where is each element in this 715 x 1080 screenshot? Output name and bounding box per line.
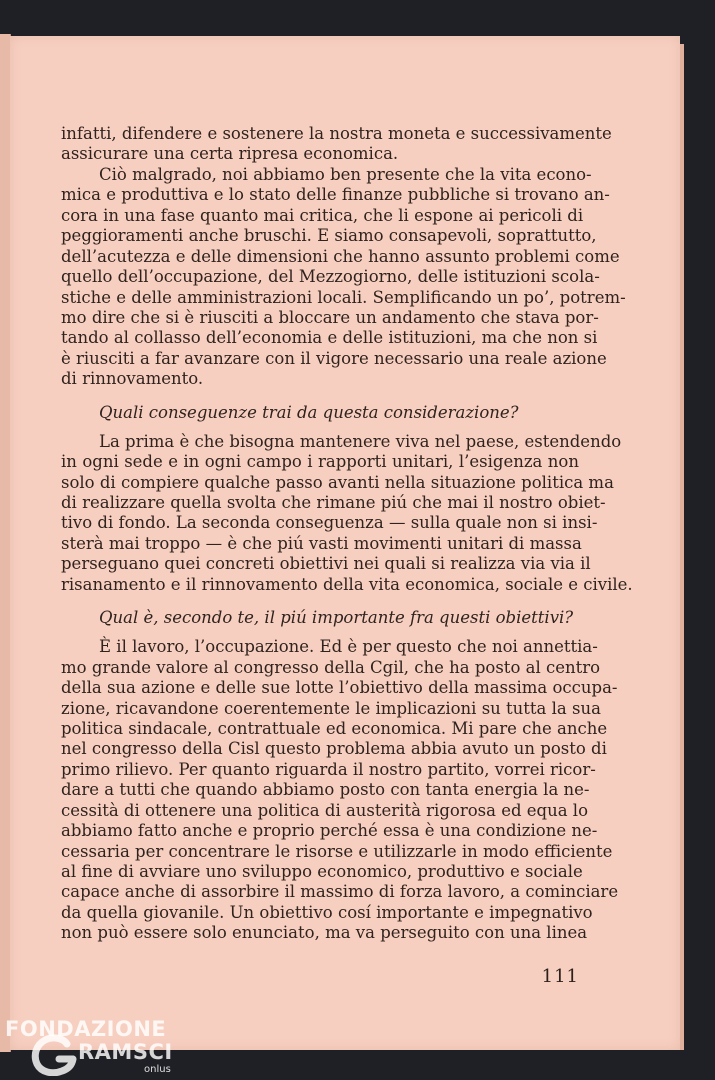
text-line: mo grande valore al congresso della Cgil, che ha posto al centro <box>61 657 601 677</box>
page-text-block <box>61 124 633 944</box>
text-line: dell’acutezza e delle dimensioni che hanno assunto problemi come <box>61 246 620 266</box>
text-line: di rinnovamento. <box>61 369 204 389</box>
text-line: assicurare una certa ripresa economica. <box>61 144 399 164</box>
text-line: tivo di fondo. La seconda conseguenza — sulla quale non si insi- <box>61 513 598 533</box>
watermark-line-1: FONDAZIONE <box>5 1017 167 1041</box>
interview-question-1: Quali conseguenze trai da questa considerazione? <box>99 402 519 422</box>
text-line: È il lavoro, l’occupazione. Ed è per questo che noi annettia- <box>99 637 598 657</box>
paragraph-1 <box>61 124 612 165</box>
paragraph-4 <box>61 637 619 944</box>
text-line: in ogni sede e in ogni campo i rapporti unitari, l’esigenza non <box>61 452 579 472</box>
text-line: mo dire che si è riusciti a bloccare un andamento che stava por- <box>61 307 599 327</box>
paragraph-2 <box>61 164 626 390</box>
text-line: cessità di ottenere una politica di austerità rigorosa ed equa lo <box>61 800 589 820</box>
text-line: La prima è che bisogna mantenere viva nel paese, estendendo <box>99 431 622 451</box>
text-line: perseguano quei concreti obiettivi nei quali si realizza via via il <box>61 554 591 574</box>
text-line: mica e produttiva e lo stato delle finanze pubbliche si trovano an- <box>61 185 610 205</box>
text-line: zione, ricavandone coerentemente le implicazioni su tutta la sua <box>61 698 601 718</box>
text-line: è riusciti a far avanzare con il vigore necessario una reale azione <box>61 348 607 368</box>
text-line: tando al collasso dell’economia e delle istituzioni, ma che non si <box>61 328 598 348</box>
text-line: capace anche di assorbire il massimo di forza lavoro, a cominciare <box>61 882 619 902</box>
text-line: stiche e delle amministrazioni locali. Semplificando un po’, potrem- <box>61 287 626 307</box>
right-page-edge <box>680 44 684 1050</box>
interview-question-2: Qual è, secondo te, il piú importante fra questi obiettivi? <box>99 608 574 628</box>
text-line: nel congresso della Cisl questo problema abbia avuto un posto di <box>61 739 607 759</box>
text-line: al fine di avviare uno sviluppo economico, produttivo e sociale <box>61 862 583 881</box>
text-line: infatti, difendere e sostenere la nostra moneta e successivamente <box>61 124 612 143</box>
text-line: non può essere solo enunciato, ma va perseguito con una linea <box>61 923 588 943</box>
text-line: da quella giovanile. Un obiettivo cosí importante e impegnativo <box>61 902 593 922</box>
text-line: quello dell’occupazione, del Mezzogiorno, delle istituzioni scola- <box>61 267 600 287</box>
fondazione-gramsci-watermark <box>0 998 180 1080</box>
text-line: solo di compiere qualche passo avanti nella situazione politica ma <box>61 472 614 492</box>
text-line: Ciò malgrado, noi abbiamo ben presente che la vita econo- <box>99 164 592 184</box>
watermark-line-3: onlus <box>144 1064 171 1075</box>
text-line: risanamento e il rinnovamento della vita economica, sociale e civile. <box>61 574 633 594</box>
text-line: primo rilievo. Per quanto riguarda il nostro partito, vorrei ricor- <box>61 759 596 779</box>
text-line: cessaria per concentrare le risorse e utilizzarle in modo efficiente <box>61 841 613 861</box>
text-line: sterà mai troppo — è che piú vasti movimenti unitari di massa <box>61 533 582 553</box>
text-line: dare a tutti che quando abbiamo posto con tanta energia la ne- <box>61 780 590 800</box>
text-line: abbiamo fatto anche e proprio perché essa è una condizione ne- <box>61 821 598 841</box>
text-line: politica sindacale, contrattuale ed economica. Mi pare che anche <box>61 718 608 738</box>
text-line: di realizzare quella svolta che rimane piú che mai il nostro obiet- <box>61 493 606 512</box>
text-line: cora in una fase quanto mai critica, che li espone ai pericoli di <box>61 205 584 225</box>
book-page <box>10 36 680 1050</box>
paragraph-3 <box>61 431 633 596</box>
page-number: 111 <box>541 966 579 987</box>
text-line: peggioramenti anche bruschi. E siamo consapevoli, soprattutto, <box>61 226 597 246</box>
watermark-line-2: RAMSCI <box>78 1040 173 1064</box>
text-line: della sua azione e delle sue lotte l’obiettivo della massima occupa- <box>61 678 618 698</box>
